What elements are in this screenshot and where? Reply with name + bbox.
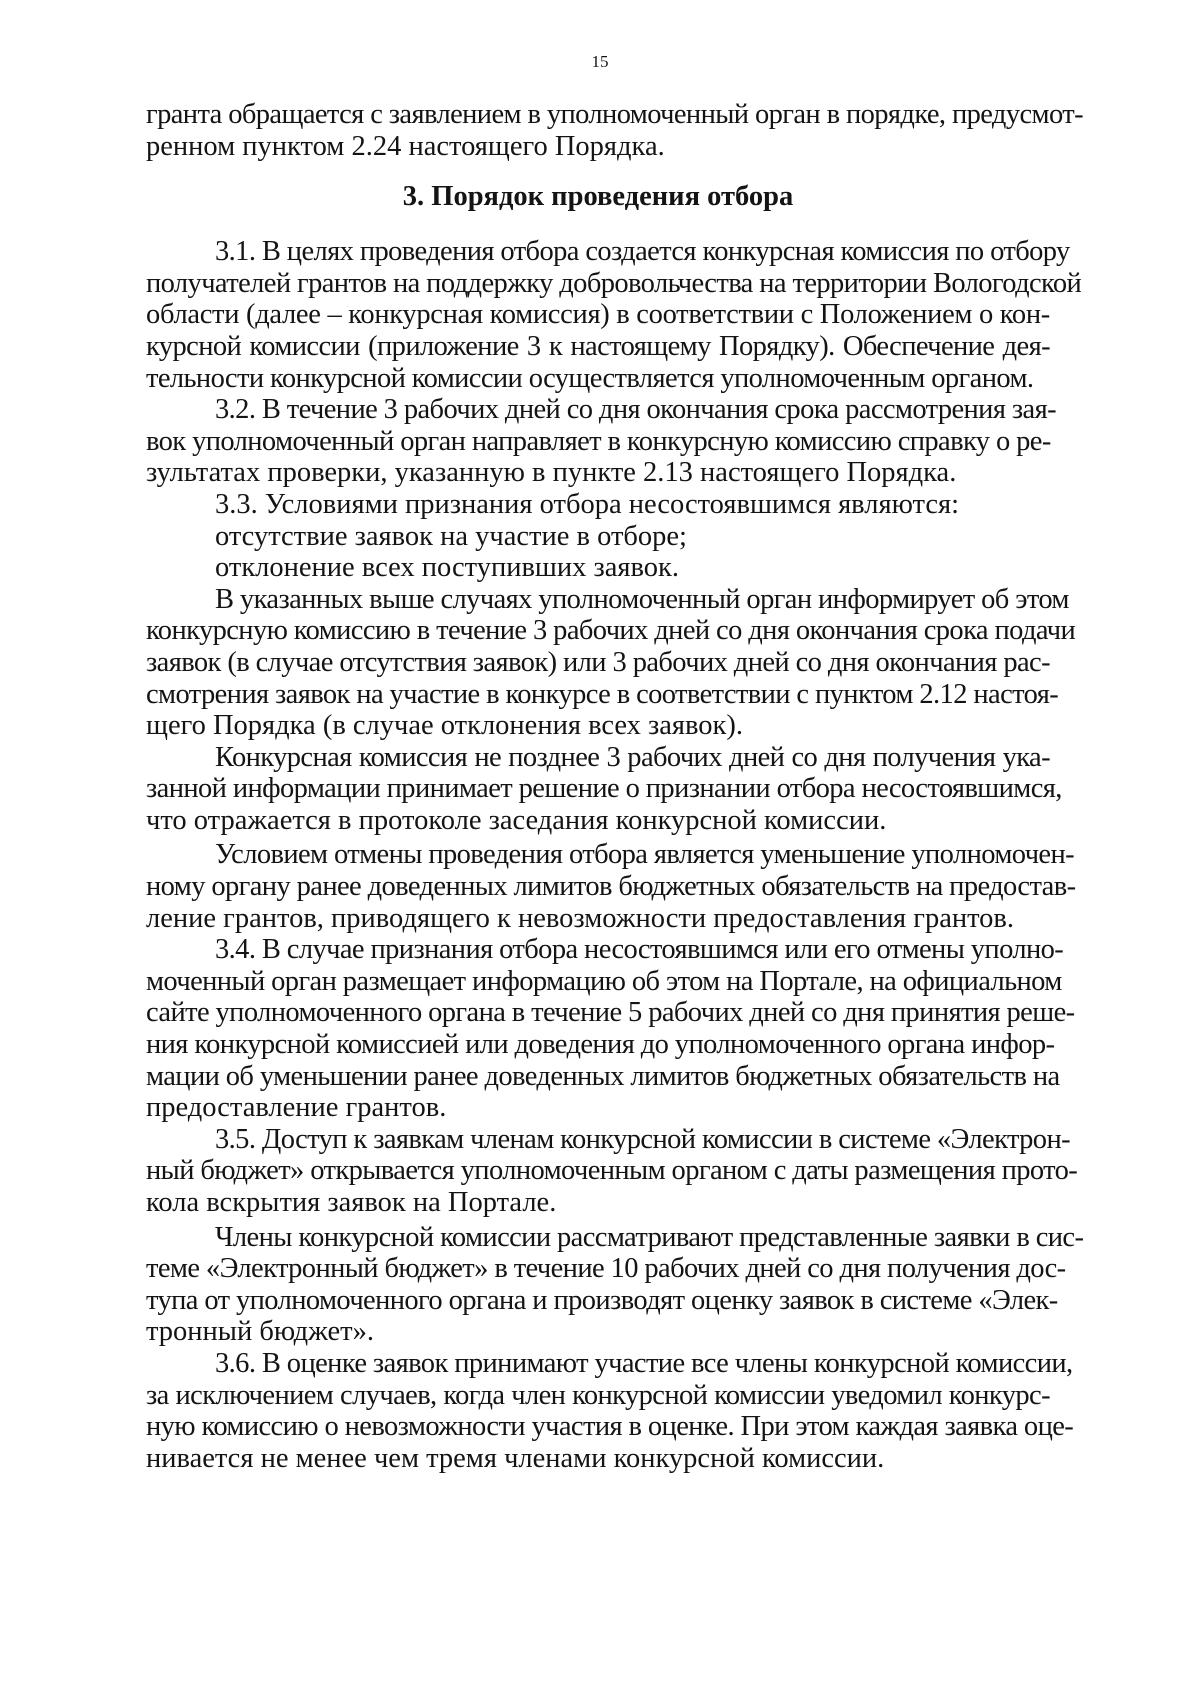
text-line: 3.1. В целях проведения отбора создается конкурсная комиссия по отбору xyxy=(215,236,1070,268)
text-line: вок уполномоченный орган направляет в конкурсную комиссию справку о ре- xyxy=(146,425,1051,457)
text-line: отклонение всех поступивших заявок. xyxy=(215,552,679,584)
text-line: Члены конкурсной комиссии рассматривают представленные заявки в сис- xyxy=(215,1221,1084,1253)
text-line: 3.5. Доступ к заявкам членам конкурсной комиссии в системе «Электрон- xyxy=(215,1123,1070,1155)
text-line: сайте уполномоченного органа в течение 5 рабочих дней со дня принятия реше- xyxy=(146,997,1075,1029)
text-line: зультатах проверки, указанную в пункте 2.13 настоящего Порядка. xyxy=(146,457,957,489)
text-line: предоставление грантов. xyxy=(146,1092,447,1124)
text-line: тельности конкурсной комиссии осуществляется уполномоченным органом. xyxy=(146,362,1034,394)
text-line: заявок (в случае отсутствия заявок) или 3 рабочих дней со дня окончания рас- xyxy=(146,646,1050,678)
text-line: тупа от уполномоченного органа и производят оценку заявок в системе «Элек- xyxy=(146,1284,1058,1316)
text-line: ному органу ранее доведенных лимитов бюджетных обязательств на предостав- xyxy=(146,871,1076,903)
text-line: области (далее – конкурсная комиссия) в соответствии с Положением о кон- xyxy=(146,299,1050,331)
text-line: 3.3. Условиями признания отбора несостоявшимся являются: xyxy=(215,488,959,520)
text-line: нивается не менее чем тремя членами конкурсной комиссии. xyxy=(146,1442,885,1474)
document-body xyxy=(146,99,1084,1474)
text-line: теме «Электронный бюджет» в течение 10 рабочих дней со дня получения дос- xyxy=(146,1253,1066,1285)
text-line: гранта обращается с заявлением в уполномоченный орган в порядке, предусмот- xyxy=(146,99,1083,130)
text-line: что отражается в протоколе заседания конкурсной комиссии. xyxy=(146,804,887,836)
text-line: ния конкурсной комиссией или доведения до уполномоченного органа инфор- xyxy=(146,1029,1055,1061)
text-line: В указанных выше случаях уполномоченный орган информирует об этом xyxy=(215,583,1069,615)
text-line: мации об уменьшении ранее доведенных лимитов бюджетных обязательств на xyxy=(146,1060,1060,1092)
text-line: Условием отмены проведения отбора является уменьшение уполномочен- xyxy=(215,839,1075,871)
text-line: ренном пунктом 2.24 настоящего Порядка. xyxy=(146,130,665,162)
text-line: отсутствие заявок на участие в отборе; xyxy=(215,520,687,552)
text-line: смотрения заявок на участие в конкурсе в соответствии с пунктом 2.12 настоя- xyxy=(146,678,1059,710)
text-line: 3.6. В оценке заявок принимают участие все члены конкурсной комиссии, xyxy=(215,1347,1073,1379)
text-line: за исключением случаев, когда член конкурсной комиссии уведомил конкурс- xyxy=(146,1379,1050,1411)
text-line: получателей грантов на поддержку добровольчества на территории Вологодской xyxy=(146,267,1082,299)
text-line: ную комиссию о невозможности участия в оценке. При этом каждая заявка оце- xyxy=(146,1411,1074,1443)
page-number: 15 xyxy=(591,52,609,71)
text-line: моченный орган размещает информацию об этом на Портале, на официальном xyxy=(146,965,1062,997)
text-line: ный бюджет» открывается уполномоченным органом с даты размещения прото- xyxy=(146,1155,1078,1187)
text-line: 3.2. В течение 3 рабочих дней со дня окончания срока рассмотрения зая- xyxy=(215,394,1056,426)
text-line: ление грантов, приводящего к невозможности предоставления грантов. xyxy=(146,902,1015,934)
text-line: кола вскрытия заявок на Портале. xyxy=(146,1187,557,1218)
text-line: Конкурсная комиссия не позднее 3 рабочих дней со дня получения ука- xyxy=(215,741,1050,773)
text-line: щего Порядка (в случае отклонения всех заявок). xyxy=(146,710,743,742)
text-line: тронный бюджет». xyxy=(146,1316,374,1348)
text-line: занной информации принимает решение о признании отбора несостоявшимся, xyxy=(146,773,1062,805)
section-heading: 3. Порядок проведения отбора xyxy=(402,181,794,213)
text-line: курсной комиссии (приложение 3 к настоящему Порядку). Обеспечение дея- xyxy=(146,330,1050,362)
text-line: 3.4. В случае признания отбора несостоявшимся или его отмены уполно- xyxy=(215,934,1064,966)
text-line: конкурсную комиссию в течение 3 рабочих дней со дня окончания срока подачи xyxy=(146,615,1076,647)
